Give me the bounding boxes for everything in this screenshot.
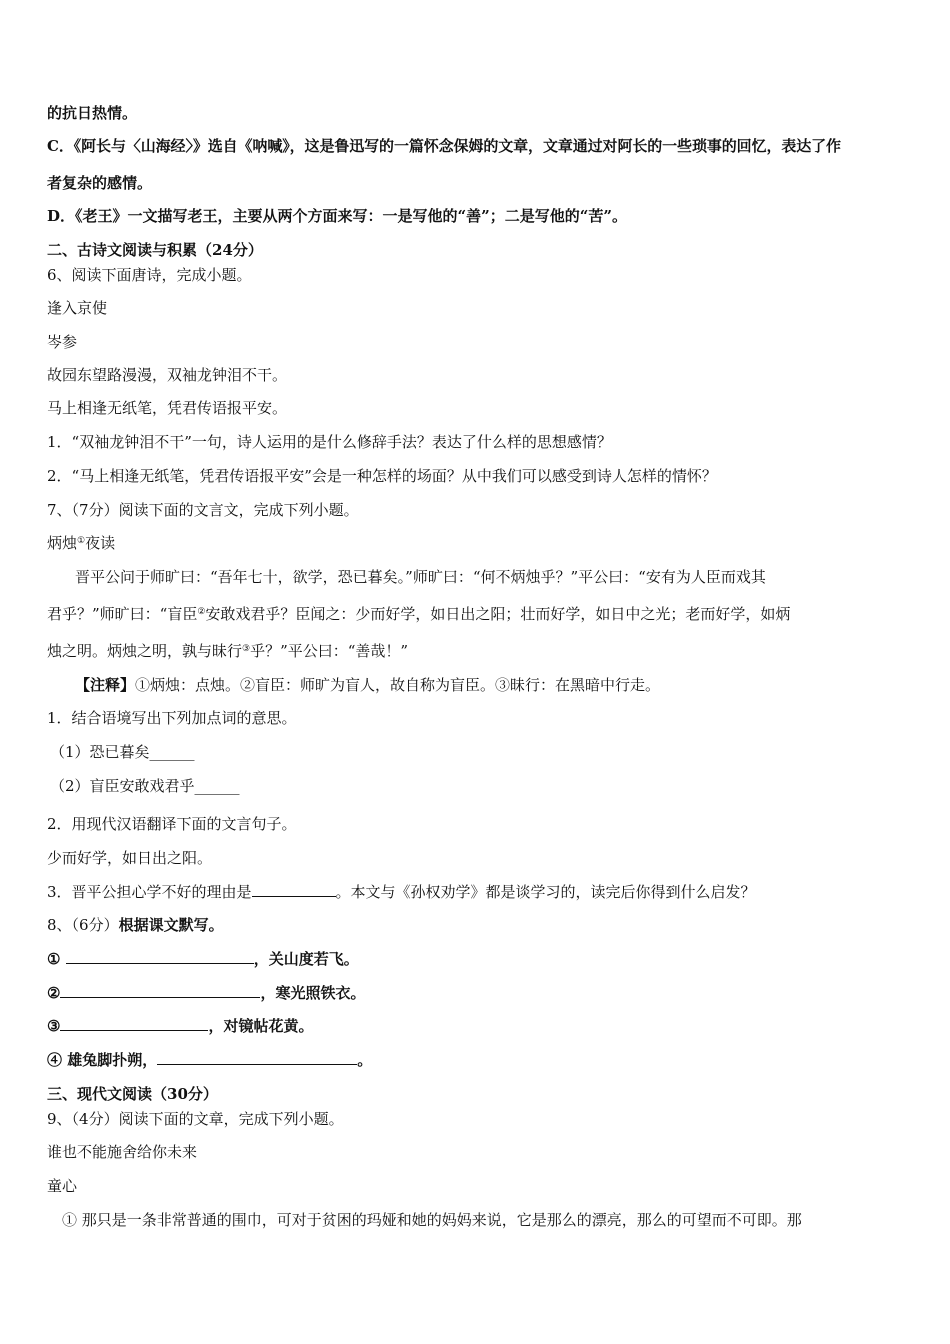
poem-title: 逢入京使 — [47, 299, 108, 317]
option-b-continued: 的抗日热情。 — [47, 104, 138, 122]
item-text: ，寒光照铁衣。 — [260, 984, 366, 1002]
question-7-2-sentence: 少而好学，如日出之阳。 — [47, 849, 213, 867]
question-number: 8、（6分） — [47, 916, 119, 934]
question-6-1: 1．“双袖龙钟泪不干”一句，诗人运用的是什么修辞手法？表达了什么样的思想感情？ — [47, 433, 612, 451]
item-marker: ① — [47, 950, 61, 968]
text-part: 安敢戏君乎？臣闻之：少而好学，如日出之阳；壮而好学，如日中之光；老而好学，如炳 — [205, 605, 791, 623]
recitation-item-1 — [47, 949, 359, 969]
item-text: ，关山度若飞。 — [253, 950, 359, 968]
poem-line-2: 马上相逢无纸笔，凭君传语报平安。 — [47, 399, 288, 417]
question-7-1: 1．结合语境写出下列加点词的意思。 — [47, 709, 297, 727]
recitation-item-3 — [47, 1016, 313, 1036]
question-text: 3．晋平公担心学不好的理由是 — [47, 883, 252, 901]
question-7-3 — [47, 882, 756, 902]
article-author: 童心 — [47, 1177, 78, 1195]
item-marker: ③ — [47, 1017, 61, 1035]
classical-text-line-1: 晋平公问于师旷曰：“吾年七十，欲学，恐已暮矣。”师旷曰：“何不炳烛乎？”平公曰：“安有为人臣而戏其 — [75, 568, 766, 586]
text-part: 乎？”平公曰：“善哉！” — [250, 642, 409, 660]
option-d: D．《老王》一文描写老王，主要从两个方面来写：一是写他的“善”；二是写他的“苦”。 — [47, 207, 628, 225]
answer-blank[interactable] — [66, 949, 254, 964]
section-heading-modern: 三、现代文阅读（30分） — [47, 1085, 218, 1103]
title-part-1: 炳烛 — [47, 534, 78, 552]
option-c-continued: 者复杂的感情。 — [47, 174, 153, 192]
question-text: 根据课文默写。 — [118, 916, 224, 934]
question-8-prompt — [47, 915, 224, 935]
item-text: ，对镜帖花黄。 — [208, 1017, 314, 1035]
article-title: 谁也不能施舍给你未来 — [47, 1143, 198, 1161]
classical-text-line-3 — [47, 641, 408, 661]
footnote-marker-1: ① — [77, 536, 86, 546]
option-c: C．《阿长与〈山海经〉》选自《呐喊》，这是鲁迅写的一篇怀念保姆的文章，文章通过对阿长的一些琐事的回忆，表达了作 — [47, 137, 841, 155]
answer-blank[interactable] — [252, 882, 336, 897]
item-text: 。 — [357, 1051, 373, 1069]
item-marker: ② — [47, 984, 61, 1002]
question-9-prompt: 9、（4分）阅读下面的文章，完成下列小题。 — [47, 1110, 344, 1128]
recitation-item-2 — [47, 983, 365, 1003]
annotation-label: 【注释】 — [75, 676, 136, 694]
article-paragraph-1: ① 那只是一条非常普通的围巾，可对于贫困的玛娅和她的妈妈来说，它是那么的漂亮，那么的可望而不可即。那 — [62, 1211, 802, 1229]
classical-text-title — [47, 533, 115, 553]
answer-blank[interactable] — [60, 983, 260, 998]
footnote-marker-3: ③ — [242, 644, 251, 654]
poem-line-1: 故园东望路漫漫，双袖龙钟泪不干。 — [47, 366, 288, 384]
footnote-marker-2: ② — [197, 607, 206, 617]
recitation-item-4 — [47, 1050, 372, 1070]
item-text: ④ 雄兔脚扑朔， — [47, 1051, 158, 1069]
section-heading-classical: 二、古诗文阅读与积累（24分） — [47, 241, 263, 259]
answer-blank[interactable] — [60, 1016, 208, 1031]
question-7-1-item-1: （1）恐已暮矣______ — [50, 743, 195, 761]
question-7-2: 2．用现代汉语翻译下面的文言句子。 — [47, 815, 297, 833]
answer-blank[interactable] — [157, 1050, 357, 1065]
question-7-1-item-2: （2）盲臣安敢戏君乎______ — [50, 777, 240, 795]
question-6-2: 2．“马上相逢无纸笔，凭君传语报平安”会是一种怎样的场面？从中我们可以感受到诗人怎样的情怀？ — [47, 467, 717, 485]
classical-text-line-2 — [47, 604, 790, 624]
question-7-prompt: 7、（7分）阅读下面的文言文，完成下列小题。 — [47, 501, 359, 519]
question-6-prompt: 6、阅读下面唐诗，完成小题。 — [47, 266, 252, 284]
poem-author: 岑参 — [47, 333, 78, 351]
text-part: 烛之明。炳烛之明，孰与昧行 — [47, 642, 243, 660]
annotation-text: ①炳烛：点烛。②盲臣：师旷为盲人，故自称为盲臣。③昧行：在黑暗中行走。 — [135, 676, 661, 694]
title-part-2: 夜读 — [85, 534, 116, 552]
question-text: 。本文与《孙权劝学》都是谈学习的，读完后你得到什么启发？ — [335, 883, 756, 901]
annotation-notes — [75, 675, 660, 695]
text-part: 君乎？”师旷曰：“盲臣 — [47, 605, 198, 623]
